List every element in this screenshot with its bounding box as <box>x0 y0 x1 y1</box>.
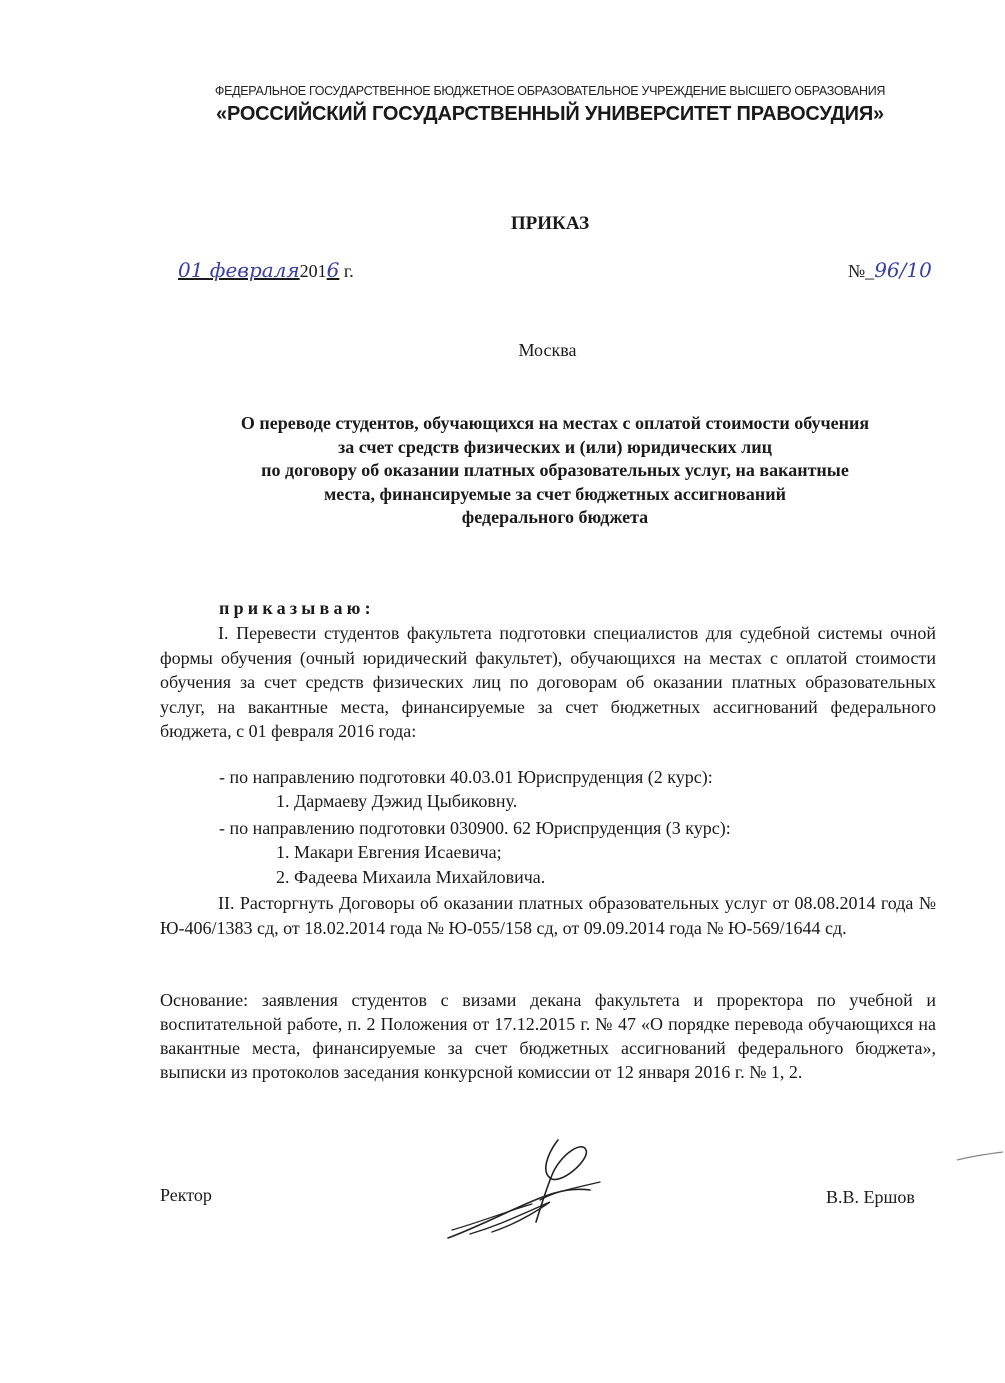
signatory-position: Ректор <box>160 1185 212 1205</box>
scan-mark <box>955 1150 1005 1162</box>
basis-paragraph: Основание: заявления студентов с визами декана факультета и проректора по учебной и воспитательной работе, п. 2 Положения от 17.12.2015 г. № 47 «О порядке перевода обучающихся на вакантные места, финансируемые за счет бюджетных ассигнований федерального бюджета», выписки из протоколов заседания конкурсной комиссии от 12 января 2016 г. № 1, 2. <box>160 990 936 1082</box>
order-date <box>178 258 354 282</box>
university-name: «РОССИЙСКИЙ ГОСУДАРСТВЕННЫЙ УНИВЕРСИТЕТ ПРАВОСУДИЯ» <box>216 103 884 125</box>
subject-line: федерального бюджета <box>461 507 649 527</box>
city: Москва <box>518 340 577 360</box>
handwritten-number: 96/10 <box>874 258 932 282</box>
handwritten-year-digit: 6 <box>326 258 340 282</box>
signatory-name: В.В. Ершов <box>826 1187 915 1207</box>
subject-line: О переводе студентов, обучающихся на местах с оплатой стоимости обучения <box>240 413 870 433</box>
subject-line: по договору об оказании платных образовательных услуг, на вакантные <box>261 460 849 480</box>
subject-line: за счет средств физических и (или) юридических лиц <box>337 436 773 457</box>
number-prefix: №_ <box>848 261 875 281</box>
organization-type: ФЕДЕРАЛЬНОЕ ГОСУДАРСТВЕННОЕ БЮДЖЕТНОЕ ОБРАЗОВАТЕЛЬНОЕ УЧРЕЖДЕНИЕ ВЫСШЕГО ОБРАЗОВАНИЯ <box>214 84 886 98</box>
year-suffix: г. <box>339 261 354 281</box>
student-3: 2. Фадеева Михаила Михайловича. <box>276 867 546 887</box>
order-item-1: I. Перевести студентов факультета подготовки специалистов для судебной системы очной формы обучения (очный юридический факультет), обучающихся на местах с оплатой стоимости обучения за счет средств физических лиц по договорам об оказании платных образовательных услуг, на вакантные места, финансируемые за счет бюджетных ассигнований федерального бюджета, с 01 февраля 2016 года: <box>160 623 936 741</box>
signature <box>440 1130 630 1245</box>
year-prefix: 201 <box>299 261 327 281</box>
order-subject <box>140 412 970 530</box>
document-title: ПРИКАЗ <box>510 213 590 234</box>
order-item-2: II. Расторгнуть Договоры об оказании платных образовательных услуг от 08.08.2014 года № Ю-406/1383 сд, от 18.02.2014 года № Ю-055/158 сд, от 09.09.2014 года № Ю-569/1644 сд. <box>160 893 936 938</box>
student-1: 1. Дармаеву Дэжид Цыбиковну. <box>276 791 518 811</box>
orders-word: приказываю: <box>219 598 375 618</box>
handwritten-date: 01 февраля <box>178 258 300 282</box>
direction-2: - по направлению подготовки 030900. 62 Юриспруденция (3 курс): <box>219 818 731 838</box>
order-number <box>848 258 932 282</box>
direction-1: - по направлению подготовки 40.03.01 Юриспруденция (2 курс): <box>219 767 713 787</box>
student-2: 1. Макари Евгения Исаевича; <box>276 842 502 862</box>
subject-line: места, финансируемые за счет бюджетных ассигнований <box>324 483 786 504</box>
